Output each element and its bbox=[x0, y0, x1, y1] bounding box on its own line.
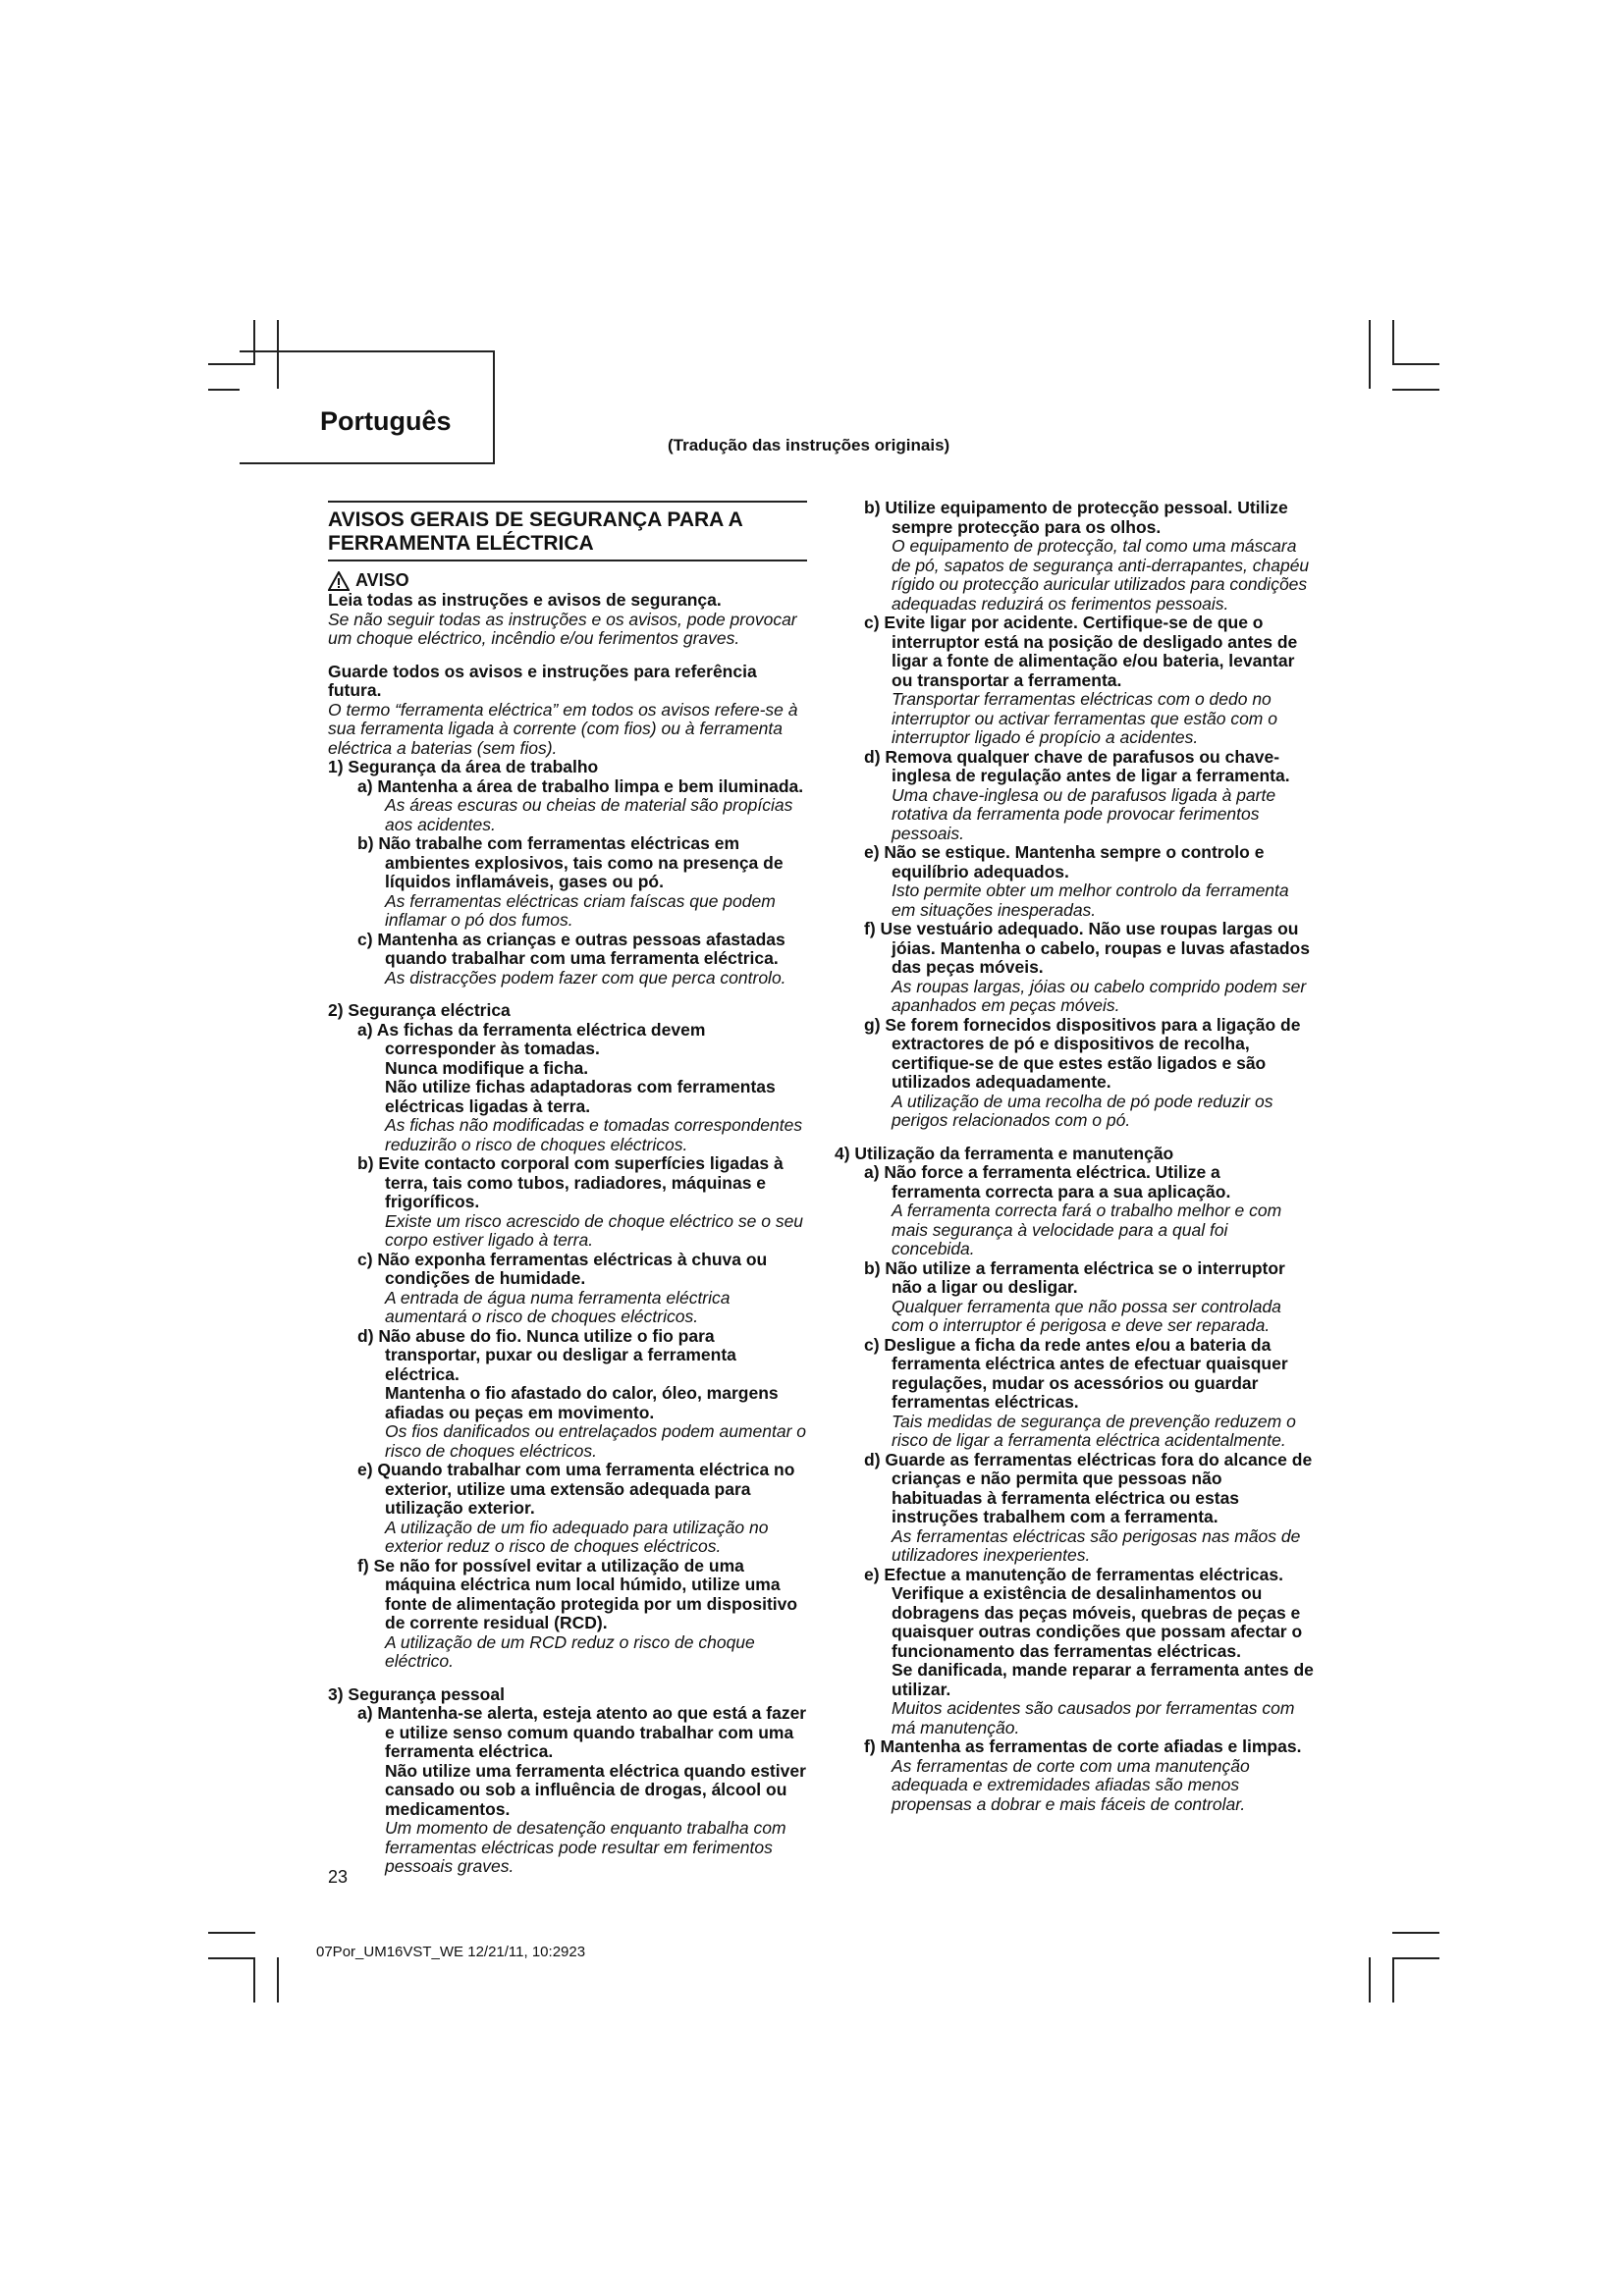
item-1b-note: As ferramentas eléctricas criam faíscas que podem inflamar o pó dos fumos. bbox=[385, 890, 776, 930]
item-2f: f) Se não for possível evitar a utilização de uma máquina eléctrica num local húmido, utilize uma fonte de alimentação protegida por um dispositivo de corrente residual (RCD). bbox=[357, 1555, 798, 1632]
crop-mark bbox=[1392, 363, 1439, 365]
item-4a-note: A ferramenta correcta fará o trabalho melhor e com mais segurança à velocidade para a qual foi concebida. bbox=[892, 1201, 1282, 1258]
item-2e: e) Quando trabalhar com uma ferramenta eléctrica no exterior, utilize uma extensão adequada para utilização exterior. bbox=[357, 1460, 795, 1518]
crop-mark bbox=[208, 1957, 255, 1959]
item-4d: d) Guarde as ferramentas eléctricas fora do alcance de crianças e não permita que pessoas não habituadas à ferramenta eléctrica ou estas instruções trabalhem com a ferramenta. bbox=[864, 1449, 1313, 1526]
item-2d-line2: Mantenha o fio afastado do calor, óleo, margens afiadas ou peças em movimento. bbox=[385, 1383, 779, 1422]
section-3-heading: 3) Segurança pessoal bbox=[328, 1683, 505, 1704]
item-4e-note: Muitos acidentes são causados por ferramentas com má manutenção. bbox=[892, 1698, 1295, 1737]
item-3a-note: Um momento de desatenção enquanto trabalha com ferramentas eléctricas pode resultar em ferimentos pessoais graves. bbox=[385, 1818, 786, 1876]
item-1c: c) Mantenha as crianças e outras pessoas afastadas quando trabalhar com uma ferramenta eléctrica. bbox=[357, 929, 785, 968]
crop-mark bbox=[1392, 389, 1439, 391]
item-4c-note: Tais medidas de segurança de prevenção reduzem o risco de ligar a ferramenta eléctrica acidentalmente. bbox=[892, 1411, 1296, 1450]
item-4b: b) Não utilize a ferramenta eléctrica se o interruptor não a ligar ou desligar. bbox=[864, 1257, 1285, 1297]
item-2a-line2: Nunca modifique a ficha. bbox=[385, 1057, 589, 1078]
crop-mark bbox=[277, 1957, 279, 2002]
item-3g: g) Se forem fornecidos dispositivos para a ligação de extractores de pó e dispositivos de recolha, certifique-se de que estes estão ligados e são utilizados adequadamente. bbox=[864, 1014, 1301, 1092]
item-2a-line3: Não utilize fichas adaptadoras com ferramentas eléctricas ligadas à terra. bbox=[385, 1077, 776, 1116]
item-2a-note: As fichas não modificadas e tomadas correspondentes reduzirão o risco de choques eléctricos. bbox=[385, 1115, 803, 1154]
item-2b-note: Existe um risco acrescido de choque eléctrico se o seu corpo estiver ligado à terra. bbox=[385, 1210, 804, 1250]
item-3b-note: O equipamento de protecção, tal como uma máscara de pó, sapatos de segurança anti-derrapantes, chapéu rígido ou protecção auricular utilizados para condições adequadas reduzirá os ferimentos pessoais. bbox=[892, 536, 1310, 614]
item-3d: d) Remova qualquer chave de parafusos ou chave-inglesa de regulação antes de ligar a ferramenta. bbox=[864, 746, 1290, 785]
item-3c-note: Transportar ferramentas eléctricas com o dedo no interruptor ou activar ferramentas que estão com o interruptor ligado é propício a acidentes. bbox=[892, 689, 1277, 747]
section-1-heading: 1) Segurança da área de trabalho bbox=[328, 757, 599, 776]
item-3g-note: A utilização de uma recolha de pó pode reduzir os perigos relacionados com o pó. bbox=[892, 1091, 1273, 1130]
intro-italic: Se não seguir todas as instruções e os avisos, pode provocar um choque eléctrico, incêndio e/ou ferimentos graves. bbox=[328, 609, 797, 648]
crop-mark bbox=[253, 1957, 255, 2002]
item-3e: e) Não se estique. Mantenha sempre o controlo e equilíbrio adequados. bbox=[864, 842, 1265, 881]
language-label: Português bbox=[320, 406, 452, 436]
item-1a-note: As áreas escuras ou cheias de material são propícias aos acidentes. bbox=[385, 795, 793, 834]
item-2e-note: A utilização de um fio adequado para utilização no exterior reduz o risco de choques eléctricos. bbox=[385, 1517, 769, 1556]
crop-mark bbox=[208, 389, 240, 391]
item-3c: c) Evite ligar por acidente. Certifique-se de que o interruptor está na posição de desligado antes de ligar a fonte de alimentação e/ou bateria, levantar ou transportar a ferramenta. bbox=[864, 613, 1298, 690]
page-number: 23 bbox=[328, 1867, 349, 1887]
keep-italic: O termo “ferramenta eléctrica” em todos os avisos refere-se à sua ferramenta ligada à corrente (com fios) ou à ferramenta eléctrica a baterias (sem fios). bbox=[328, 699, 798, 758]
section-title: AVISOS GERAIS DE SEGURANÇA PARA A FERRAMENTA ELÉCTRICA bbox=[328, 501, 807, 561]
warning-heading bbox=[328, 571, 807, 591]
right-column bbox=[835, 499, 1314, 1814]
item-2c-note: A entrada de água numa ferramenta eléctrica aumentará o risco de choques eléctricos. bbox=[385, 1287, 731, 1326]
item-2a: a) As fichas da ferramenta eléctrica devem corresponder às tomadas. bbox=[357, 1019, 706, 1058]
item-1c-note: As distracções podem fazer com que perca controlo. bbox=[385, 967, 786, 988]
item-1a: a) Mantenha a área de trabalho limpa e bem iluminada. bbox=[357, 775, 804, 796]
item-4e-line2: Se danificada, mande reparar a ferramenta antes de utilizar. bbox=[892, 1660, 1314, 1699]
crop-mark bbox=[1392, 1957, 1394, 2002]
crop-mark bbox=[1392, 1957, 1439, 1959]
crop-mark bbox=[1369, 1957, 1371, 2002]
item-2f-note: A utilização de um RCD reduz o risco de choque eléctrico. bbox=[385, 1631, 755, 1671]
item-2c: c) Não exponha ferramentas eléctricas à chuva ou condições de humidade. bbox=[357, 1249, 768, 1288]
crop-mark bbox=[1369, 320, 1371, 389]
crop-mark bbox=[1392, 320, 1394, 363]
item-4d-note: As ferramentas eléctricas são perigosas nas mãos de utilizadores inexperientes. bbox=[892, 1525, 1301, 1565]
intro-bold: Leia todas as instruções e avisos de segurança. bbox=[328, 590, 722, 610]
item-3b: b) Utilize equipamento de protecção pessoal. Utilize sempre protecção para os olhos. bbox=[864, 498, 1288, 537]
warning-triangle-icon bbox=[328, 571, 350, 591]
item-2d: d) Não abuse do fio. Nunca utilize o fio para transportar, puxar ou desligar a ferramenta eléctrica. bbox=[357, 1325, 736, 1384]
item-4c: c) Desligue a ficha da rede antes e/ou a bateria da ferramenta eléctrica antes de efectuar quaisquer regulações, mudar os acessórios ou guardar ferramentas eléctricas. bbox=[864, 1334, 1288, 1412]
item-4f: f) Mantenha as ferramentas de corte afiadas e limpas. bbox=[864, 1736, 1302, 1756]
warning-label: AVISO bbox=[355, 570, 409, 591]
item-3f-note: As roupas largas, jóias ou cabelo comprido podem ser apanhados em peças móveis. bbox=[892, 976, 1307, 1015]
item-3d-note: Uma chave-inglesa ou de parafusos ligada à parte rotativa da ferramenta pode provocar ferimentos pessoais. bbox=[892, 784, 1276, 843]
section-4-heading: 4) Utilização da ferramenta e manutenção bbox=[835, 1143, 1174, 1163]
crop-mark bbox=[1392, 1932, 1439, 1934]
item-3a-line2: Não utilize uma ferramenta eléctrica quando estiver cansado ou sob a influência de drogas, álcool ou medicamentos. bbox=[385, 1760, 806, 1819]
item-3e-note: Isto permite obter um melhor controlo da ferramenta em situações inesperadas. bbox=[892, 881, 1289, 920]
crop-mark bbox=[208, 1932, 255, 1934]
item-3a: a) Mantenha-se alerta, esteja atento ao que está a fazer e utilize senso comum quando trabalhar com uma ferramenta eléctrica. bbox=[357, 1703, 807, 1761]
item-4a: a) Não force a ferramenta eléctrica. Utilize a ferramenta correcta para a sua aplicação. bbox=[864, 1162, 1231, 1201]
item-3f: f) Use vestuário adequado. Não use roupas largas ou jóias. Mantenha o cabelo, roupas e luvas afastados das peças móveis. bbox=[864, 919, 1310, 977]
item-4e: e) Efectue a manutenção de ferramentas eléctricas. Verifique a existência de desalinhamentos ou dobragens das peças móveis, quebras de peças e quaisquer outras condições que possam afectar o funcionamento das ferramentas eléctricas. bbox=[864, 1564, 1303, 1661]
section-2-heading: 2) Segurança eléctrica bbox=[328, 1000, 511, 1020]
item-2b: b) Evite contacto corporal com superfícies ligadas à terra, tais como tubos, radiadores, máquinas e frigoríficos. bbox=[357, 1153, 784, 1211]
left-column bbox=[328, 501, 807, 1877]
item-4b-note: Qualquer ferramenta que não possa ser controlada com o interruptor é perigosa e deve ser reparada. bbox=[892, 1296, 1281, 1335]
print-footer: 07Por_UM16VST_WE 12/21/11, 10:2923 bbox=[316, 1944, 586, 1960]
keep-bold: Guarde todos os avisos e instruções para referência futura. bbox=[328, 661, 757, 700]
item-1b: b) Não trabalhe com ferramentas eléctricas em ambientes explosivos, tais como na presença de líquidos inflamáveis, gases ou pó. bbox=[357, 833, 784, 891]
item-4f-note: As ferramentas de corte com uma manutenção adequada e extremidades afiadas são menos propensas a dobrar e mais fáceis de controlar. bbox=[892, 1755, 1250, 1814]
item-2d-note: Os fios danificados ou entrelaçados podem aumentar o risco de choques eléctricos. bbox=[385, 1421, 807, 1461]
translation-note: (Tradução das instruções originais) bbox=[668, 436, 950, 454]
